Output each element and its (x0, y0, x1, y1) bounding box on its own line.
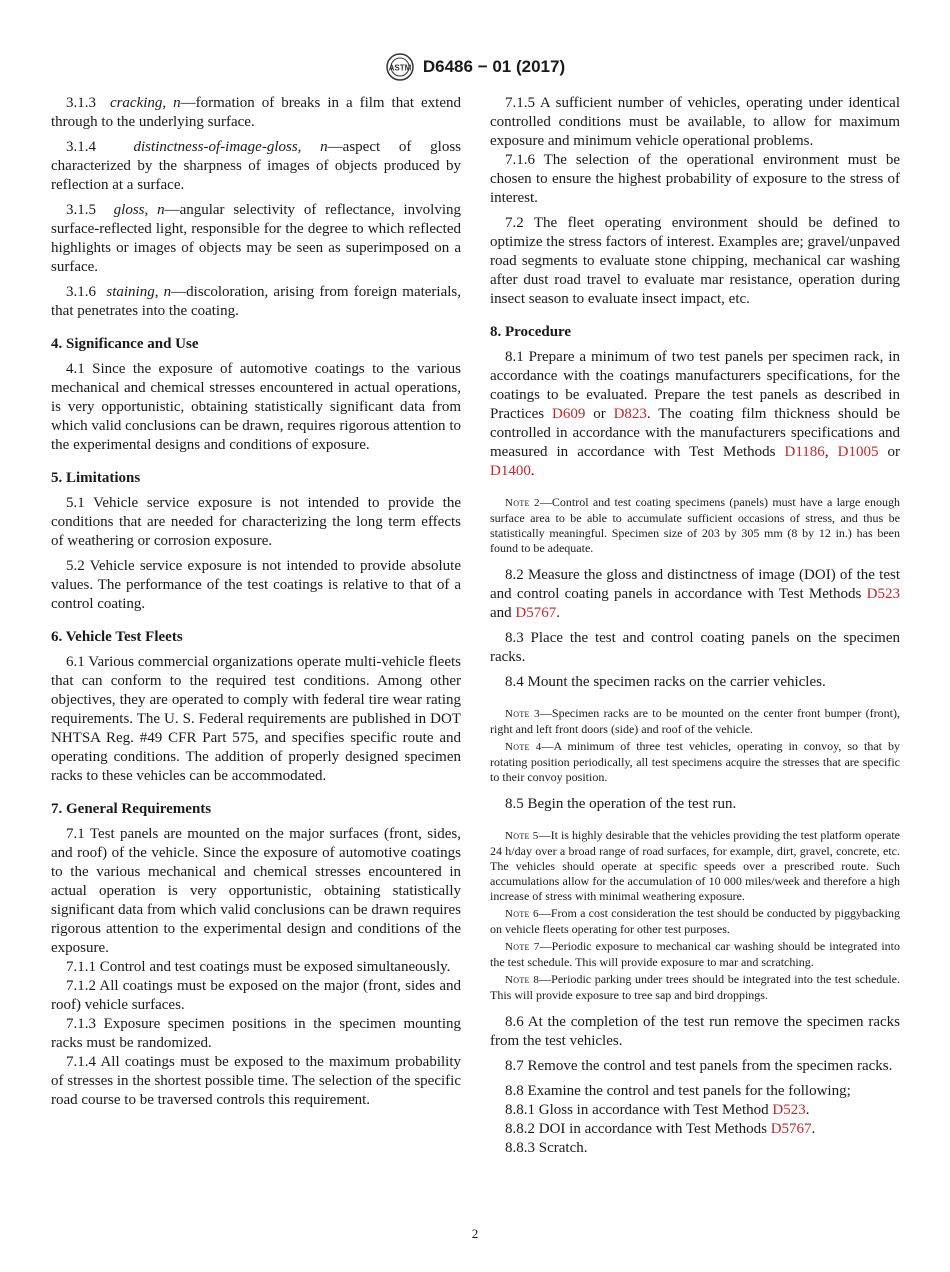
paragraph-8-5: 8.5 Begin the operation of the test run. (505, 796, 737, 812)
definition-3-1-4: 3.1.4 distinctness-of-image-gloss, n—aspect of gloss characterized by the sharpness of images of objects produced by reflection at a surface. (51, 139, 461, 193)
link-d5767[interactable]: D5767 (770, 1121, 812, 1137)
page-header (0, 52, 950, 82)
paragraph-6-1: 6.1 Various commercial organizations operate multi-vehicle fleets that can conform to the required test conditions. Among other objectives, they are operated to comply with federal tire wear rating requirements. The U. S. Federal requirements are published in DOT NHTSA Reg. #49 CFR Part 575, and specifies specific route and operating conditions. The addition of properly designed specimen racks to these vehicles can be accommodated. (51, 654, 461, 784)
link-d609[interactable]: D609 (552, 406, 586, 422)
paragraph-8-4: 8.4 Mount the specimen racks on the carrier vehicles. (505, 674, 826, 690)
paragraph-7-1-4: 7.1.4 All coatings must be exposed to the maximum probability of stresses in the shortest possible time. The selection of the specific road course to be traversed controls this requirement. (51, 1054, 461, 1108)
paragraph-8-1: 8.1 Prepare a minimum of two test panels per specimen rack, in accordance with the coatings manufacturers specifications, for the coatings to be evaluated. Prepare the test panels as described in Practices D609 or D823. The coating film thickness should be controlled in accordance with the manufacturers specifications and measured in accordance with Test Methods D1186, D1005 or D1400. (490, 349, 900, 479)
section-heading-7: 7. General Requirements (51, 801, 212, 817)
note-4: Note 4—A minimum of three test vehicles, operating in convoy, so that by rotating position periodically, all test specimens acquire the stresses that are specific to their convoy position. (490, 739, 900, 784)
left-column (51, 94, 461, 1110)
paragraph-7-1: 7.1 Test panels are mounted on the major surfaces (front, sides, and roof) of the vehicle. Since the exposure of automotive coatings to the various mechanical and chemical stresses encountered in actual operation is very opportunistic, obtaining statistically significant data from which valid conclusions can be drawn requires rigorous attention to the experimental design and conditions of the exposure. (51, 826, 461, 956)
paragraph-8-3: 8.3 Place the test and control coating panels on the specimen racks. (490, 630, 900, 665)
paragraph-8-8-2: 8.8.2 DOI in accordance with Test Methods D5767. (505, 1121, 816, 1137)
paragraph-7-2: 7.2 The fleet operating environment should be defined to optimize the stress factors of interest. Examples are; gravel/unpaved road segments to evaluate stone chipping, mechanical car washing after dust road travel to evaluate mar resistance, operation during insect season to evaluate insect impact, etc. (490, 215, 900, 307)
page-number: 2 (471, 1226, 479, 1241)
paragraph-8-7: 8.7 Remove the control and test panels from the specimen racks. (505, 1058, 893, 1074)
paragraph-7-1-5: 7.1.5 A sufficient number of vehicles, operating under identical controlled conditions must be available, to allow for maximum exposure and minimum vehicle operational problems. (490, 95, 900, 149)
definition-3-1-6: 3.1.6 staining, n—discoloration, arising from foreign materials, that penetrates into the coating. (51, 284, 461, 319)
astm-logo-icon (385, 52, 415, 82)
paragraph-5-1: 5.1 Vehicle service exposure is not intended to provide the conditions that are needed for characterizing the long term effects of weathering or corrosion exposure. (51, 495, 461, 549)
right-column (490, 94, 900, 1158)
section-heading-5: 5. Limitations (51, 470, 141, 486)
paragraph-8-8: 8.8 Examine the control and test panels for the following; (505, 1083, 851, 1099)
link-d1400[interactable]: D1400 (490, 463, 531, 479)
document-designation: D6486 − 01 (2017) (422, 57, 566, 76)
link-d523[interactable]: D523 (772, 1102, 806, 1118)
link-d5767[interactable]: D5767 (515, 605, 557, 621)
definition-3-1-5: 3.1.5 gloss, n—angular selectivity of reflectance, involving surface-reflected light, responsible for the degree to which reflected highlights or images of objects may be seen as superimposed on a surface. (51, 202, 462, 275)
paragraph-7-1-6: 7.1.6 The selection of the operational environment must be chosen to ensure the highest probability of exposure to the stress of interest. (490, 152, 900, 206)
section-heading-6: 6. Vehicle Test Fleets (51, 629, 183, 645)
paragraph-8-8-3: 8.8.3 Scratch. (505, 1140, 588, 1156)
svg-text:ASTM: ASTM (388, 63, 412, 73)
paragraph-4-1: 4.1 Since the exposure of automotive coatings to the various mechanical and chemical stresses encountered in actual operations, is very opportunistic, obtaining statistically significant data from which valid conclusions can be drawn, requires rigorous attention to the experimental designs and conditions of exposure. (51, 361, 461, 453)
paragraph-7-1-2: 7.1.2 All coatings must be exposed on the major (front, sides and roof) vehicle surfaces. (51, 978, 461, 1013)
paragraph-7-1-1: 7.1.1 Control and test coatings must be exposed simultaneously. (66, 959, 451, 975)
link-d523[interactable]: D523 (866, 586, 900, 602)
section-heading-4: 4. Significance and Use (51, 336, 199, 352)
note-8: Note 8—Periodic parking under trees should be integrated into the test schedule. This will provide exposure to tree sap and bird droppings. (490, 972, 900, 1002)
link-d823[interactable]: D823 (613, 406, 647, 422)
note-5: Note 5—It is highly desirable that the vehicles providing the test platform operate 24 h/day over a broad range of road surfaces, for example, dirt, gravel, concrete, etc. The vehicles should operate at specific speeds over a prescribed route. Such accumulations allow for the accumulation of 10 000 miles/week and therefore a high increase of stress with minimal weathering exposure. (490, 828, 900, 903)
definition-3-1-3: 3.1.3 cracking, n—formation of breaks in a film that extend through to the underlying surface. (51, 95, 462, 130)
note-2: Note 2—Control and test coating specimens (panels) must have a large enough surface area to be able to accumulate sufficient occasions of stress, and thus be statistically meaningful. Specimen size of 203 by 305 mm (8 by 12 in.) has been found to be adequate. (490, 495, 900, 555)
paragraph-8-8-1: 8.8.1 Gloss in accordance with Test Method D523. (505, 1102, 810, 1118)
paragraph-8-2: 8.2 Measure the gloss and distinctness of image (DOI) of the test and control coating panels in accordance with Test Methods D523 and D5767. (490, 567, 900, 621)
link-d1186[interactable]: D1186 (784, 444, 825, 460)
paragraph-5-2: 5.2 Vehicle service exposure is not intended to provide absolute values. The performance of the test coatings is relative to that of a control coating. (51, 558, 461, 612)
note-6: Note 6—From a cost consideration the test should be conducted by piggybacking on vehicle fleets operating for other test purposes. (490, 906, 901, 936)
section-heading-8: 8. Procedure (490, 324, 572, 340)
paragraph-7-1-3: 7.1.3 Exposure specimen positions in the specimen mounting racks must be randomized. (51, 1016, 461, 1051)
link-d1005[interactable]: D1005 (837, 444, 879, 460)
paragraph-8-6: 8.6 At the completion of the test run remove the specimen racks from the test vehicles. (490, 1014, 900, 1049)
note-7: Note 7—Periodic exposure to mechanical car washing should be integrated into the test schedule. This will provide exposure to mar and scratching. (490, 939, 900, 969)
note-3: Note 3—Specimen racks are to be mounted on the center front bumper (front), right and left front doors (side) and roof of the vehicle. (490, 706, 900, 736)
